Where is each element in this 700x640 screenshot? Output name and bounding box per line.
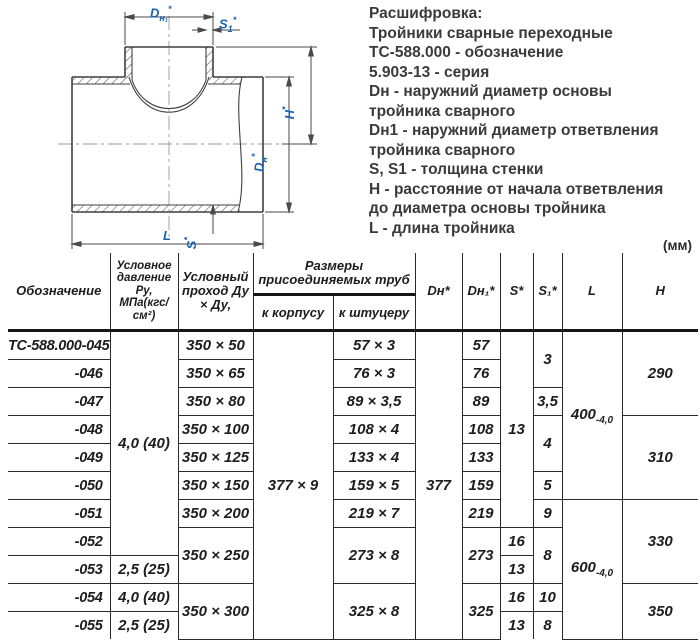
cell-pressure: 4,0 (40) — [110, 584, 178, 612]
cell-shtucer: 89 × 3,5 — [333, 388, 415, 416]
cell-s: 13 — [500, 556, 533, 584]
cell-du: 350 × 200 — [178, 500, 253, 528]
l-tolerance: -4,0 — [595, 414, 614, 426]
l-tolerance: -4,0 — [595, 568, 614, 580]
dn1-base: D — [150, 5, 160, 21]
tee-drawing-svg — [0, 0, 360, 252]
cell-dn1: 273 — [462, 528, 500, 584]
wall-hatching — [72, 47, 242, 212]
cell-s: 16 — [500, 528, 533, 556]
s1-sub: 1 — [227, 23, 233, 34]
col-header-dn: Dн* — [415, 253, 462, 331]
cell-shtucer: 57 × 3 — [333, 331, 415, 360]
dn-sub: н — [259, 157, 269, 163]
cell-dn1: 219 — [462, 500, 500, 528]
cell-shtucer: 159 × 5 — [333, 472, 415, 500]
col-header-s: S* — [500, 253, 533, 331]
cell-dn1: 325 — [462, 584, 500, 640]
col-header-dn1: Dн₁* — [462, 253, 500, 331]
cell-designation: -054 — [8, 584, 110, 612]
dn1-sub: н₁ — [159, 12, 168, 23]
cell-s1: 9 — [533, 500, 562, 528]
cell-designation: -048 — [8, 416, 110, 444]
cell-du: 350 × 100 — [178, 416, 253, 444]
cell-du: 350 × 150 — [178, 472, 253, 500]
legend-line: 5.903-13 - серия — [369, 63, 490, 81]
cell-h: 350 — [622, 584, 698, 640]
h-base: H — [282, 109, 297, 120]
cell-shtucer: 273 × 8 — [333, 528, 415, 584]
legend-text-block — [369, 4, 697, 238]
legend-line: до диаметра основы тройника — [369, 200, 606, 217]
dim-label-dn — [249, 154, 271, 172]
tee-inner-lines — [72, 47, 240, 205]
cell-s: 13 — [500, 331, 533, 528]
cell-du: 350 × 50 — [178, 331, 253, 360]
tee-body-outline — [72, 47, 263, 212]
cell-pressure: 2,5 (25) — [110, 612, 178, 640]
cell-shtucer: 219 × 7 — [333, 500, 415, 528]
table-row — [8, 331, 698, 360]
legend-line: тройника сварного — [369, 102, 516, 120]
cell-du: 350 × 300 — [178, 584, 253, 640]
cell-s1: 8 — [533, 612, 562, 640]
l-value: 400 — [570, 405, 596, 423]
cell-dn1: 76 — [462, 360, 500, 388]
s-sup: * — [182, 237, 193, 241]
cell-dn1: 57 — [462, 331, 500, 360]
tee-fitting-drawing — [0, 0, 360, 252]
cell-designation: -051 — [8, 500, 110, 528]
cell-s1: 10 — [533, 584, 562, 612]
dn-sup: * — [250, 153, 261, 158]
cell-s1: 3 — [533, 331, 562, 388]
pipe-break-line — [238, 77, 242, 212]
dim-label-dn1 — [150, 3, 172, 25]
s-base: S — [184, 240, 199, 250]
cell-l — [562, 500, 622, 640]
col-header-to-korpus: к корпусу — [253, 295, 333, 331]
cell-dn1: 89 — [462, 388, 500, 416]
legend-line: тройника сварного — [369, 141, 516, 159]
dn1-sup: * — [168, 4, 172, 14]
cell-dn: 377 — [415, 331, 462, 640]
cell-shtucer: 133 × 4 — [333, 444, 415, 472]
cell-designation: -046 — [8, 360, 110, 388]
legend-line: Dн - наружний диаметр основы — [369, 83, 612, 100]
legend-title: Расшифровка: — [369, 5, 483, 22]
cell-dn1: 108 — [462, 416, 500, 444]
cell-s1: 5 — [533, 472, 562, 500]
cell-l — [562, 331, 622, 500]
cell-designation: -050 — [8, 472, 110, 500]
cell-shtucer: 108 × 4 — [333, 416, 415, 444]
cell-s1: 4 — [533, 416, 562, 472]
legend-line: S, S1 - толщина стенки — [369, 161, 544, 178]
col-header-pressure: Условное давление Ру, МПа(кгс/см²) — [110, 253, 178, 331]
h-sup: * — [280, 106, 291, 110]
cell-h: 290 — [622, 331, 698, 416]
cell-dn1: 159 — [462, 472, 500, 500]
cell-s: 16 — [500, 584, 533, 612]
cell-designation: -049 — [8, 444, 110, 472]
cell-shtucer: 325 × 8 — [333, 584, 415, 640]
l-base: L — [163, 228, 171, 243]
cell-du: 350 × 250 — [178, 528, 253, 584]
col-header-h: H — [622, 253, 698, 331]
cell-s: 13 — [500, 612, 533, 640]
cell-du: 350 × 125 — [178, 444, 253, 472]
cell-h: 330 — [622, 500, 698, 584]
legend-line: L - длина тройника — [369, 219, 515, 237]
cell-du: 350 × 80 — [178, 388, 253, 416]
dimensions-table — [8, 253, 698, 640]
col-header-conv-pass: Условный проход Ду × Ду, — [178, 253, 253, 331]
cell-designation: -052 — [8, 528, 110, 556]
cell-designation: -053 — [8, 556, 110, 584]
col-header-designation: Обозначение — [8, 253, 110, 331]
cell-s1: 8 — [533, 528, 562, 584]
col-header-to-shtucer: к штуцеру — [333, 295, 415, 331]
dim-label-h — [280, 106, 296, 119]
col-header-s1: S₁* — [533, 253, 562, 331]
dim-label-s1 — [219, 14, 236, 36]
dim-label-s — [182, 237, 198, 249]
s1-sup: * — [232, 15, 237, 25]
cell-pressure: 2,5 (25) — [110, 556, 178, 584]
s1-base: S — [219, 16, 228, 32]
cell-designation: ТС-588.000-045 — [8, 331, 110, 360]
legend-line: ТС-588.000 - обозначение — [369, 44, 564, 61]
cell-korpus: 377 × 9 — [253, 331, 333, 640]
cell-du: 350 × 65 — [178, 360, 253, 388]
dim-label-l — [163, 229, 171, 242]
cell-h: 310 — [622, 416, 698, 500]
cell-designation: -047 — [8, 388, 110, 416]
col-header-pipe-dims-group: Размеры присоединяемых труб — [253, 253, 415, 295]
legend-line: Тройники сварные переходные — [369, 24, 613, 42]
cell-pressure: 4,0 (40) — [110, 331, 178, 556]
cell-shtucer: 76 × 3 — [333, 360, 415, 388]
l-value: 600 — [570, 559, 596, 577]
legend-line: Dн1 - наружний диаметр ответвления — [369, 122, 659, 139]
cell-dn1: 133 — [462, 444, 500, 472]
units-note: (мм) — [663, 238, 692, 253]
legend-line: H - расстояние от начала ответвления — [369, 180, 664, 198]
cell-s1: 3,5 — [533, 388, 562, 416]
dn-base: D — [251, 162, 267, 172]
col-header-l: L — [562, 253, 622, 331]
cell-designation: -055 — [8, 612, 110, 640]
